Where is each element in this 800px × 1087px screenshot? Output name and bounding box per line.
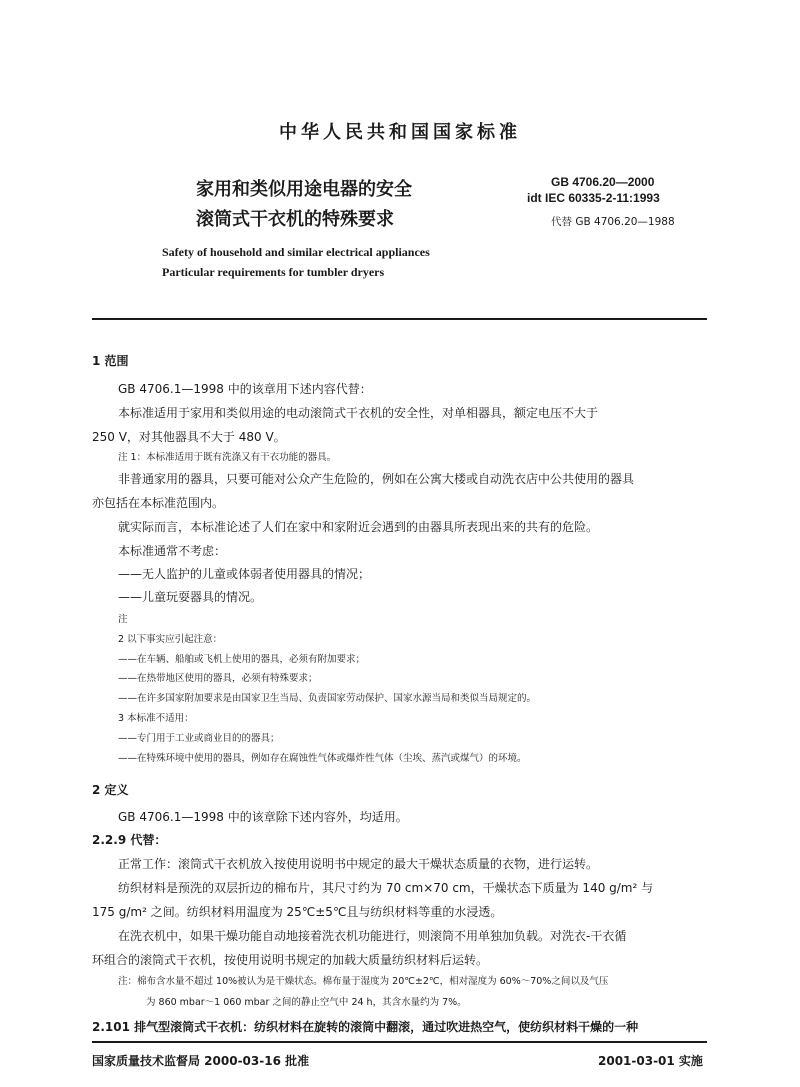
footer-implementation: 2001-03-01 实施 <box>598 1054 703 1068</box>
section-1-heading: 1 范围 <box>92 354 129 368</box>
standard-header: 中华人民共和国国家标准 <box>279 122 521 143</box>
s1-note2c: ——在许多国家附加要求是由国家卫生当局、负责国家劳动保护、国家水源当局和类似当局规定的。 <box>118 693 537 704</box>
s2-p3a: 纺织材料是预洗的双层折边的棉布片，其尺寸约为 70 cm×70 cm，干燥状态下质量为 140 g/m² 与 <box>118 881 654 895</box>
s1-note-label: 注 <box>118 614 128 625</box>
replaces-standard: 代替 GB 4706.20—1988 <box>551 216 675 228</box>
s1-note3a: ——专门用于工业或商业目的的器具； <box>118 733 280 744</box>
section-2-heading: 2 定义 <box>92 783 129 797</box>
s1-note3b: ——在特殊环境中使用的器具，例如存在腐蚀性气体或爆炸性气体（尘埃、蒸汽或煤气）的环境。 <box>118 753 527 764</box>
clause-2-101: 2.101 排气型滚筒式干衣机：纺织材料在旋转的滚筒中翻滚，通过吹进热空气，使纺织材料干燥的一种 <box>92 1020 639 1034</box>
s1-p4: 就实际而言，本标准论述了人们在家中和家附近会遇到的由器具所表现出来的共有的危险。 <box>118 520 599 534</box>
iec-identity: idt IEC 60335-2-11:1993 <box>527 191 660 205</box>
s1-note2a: ——在车辆、船舶或飞机上使用的器具，必须有附加要求； <box>118 654 366 665</box>
s2-note-a: 注：棉布含水量不超过 10%被认为是干燥状态。棉布量于湿度为 20℃±2℃，相对湿度为 60%～70%之间以及气压 <box>118 976 609 987</box>
title-line-2: 滚筒式干衣机的特殊要求 <box>196 209 394 230</box>
s1-note1: 注 1：本标准适用于既有洗涤又有干衣功能的器具。 <box>118 452 337 463</box>
s1-p1: GB 4706.1—1998 中的该章用下述内容代替： <box>118 382 372 396</box>
s2-p3b: 175 g/m² 之间。纺织材料用温度为 25℃±5℃且与纺织材料等重的水浸透。 <box>92 905 503 919</box>
s1-p6: ——无人监护的儿童或体弱者使用器具的情况； <box>118 567 371 581</box>
header-rule <box>92 318 707 320</box>
s2-note-b: 为 860 mbar～1 060 mbar 之间的静止空气中 24 h，其含水量约为 7%。 <box>146 997 467 1008</box>
s1-p7: ——儿童玩耍器具的情况。 <box>118 590 263 604</box>
s1-note2b: ——在热带地区使用的器具，必须有特殊要求； <box>118 673 318 684</box>
footer-rule <box>92 1041 707 1043</box>
s2-p2: 正常工作：滚筒式干衣机放入按使用说明书中规定的最大干燥状态质量的衣物，进行运转。 <box>118 857 599 871</box>
s1-p3a: 非普通家用的器具，只要可能对公众产生危险的，例如在公寓大楼或自动洗衣店中公共使用的器具 <box>118 472 635 486</box>
s1-note2: 2 以下事实应引起注意： <box>118 634 223 645</box>
s1-p5: 本标准通常不考虑： <box>118 544 227 558</box>
standard-code: GB 4706.20—2000 <box>551 175 655 189</box>
s1-p2b: 250 V，对其他器具不大于 480 V。 <box>92 430 286 444</box>
s1-p2a: 本标准适用于家用和类似用途的电动滚筒式干衣机的安全性，对单相器具，额定电压不大于 <box>118 406 599 420</box>
s1-note3: 3 本标准不适用： <box>118 713 194 724</box>
s2-p4b: 环组合的滚筒式干衣机，按使用说明书规定的加载大质量纺织材料后运转。 <box>92 953 489 967</box>
s2-p4a: 在洗衣机中，如果干燥功能自动地接着洗衣机功能进行，则滚筒不用单独加负载。对洗衣-干衣循 <box>118 929 627 943</box>
s2-p1: GB 4706.1—1998 中的该章除下述内容外，均适用。 <box>118 810 408 824</box>
english-title-1: Safety of household and similar electrical appliances <box>162 245 430 259</box>
english-title-2: Particular requirements for tumbler dryers <box>162 265 385 279</box>
clause-2-2-9: 2.2.9 代替： <box>92 833 167 847</box>
s1-p3b: 亦包括在本标准范围内。 <box>92 496 225 510</box>
title-line-1: 家用和类似用途电器的安全 <box>196 179 412 200</box>
footer-approval: 国家质量技术监督局 2000-03-16 批准 <box>92 1054 310 1068</box>
